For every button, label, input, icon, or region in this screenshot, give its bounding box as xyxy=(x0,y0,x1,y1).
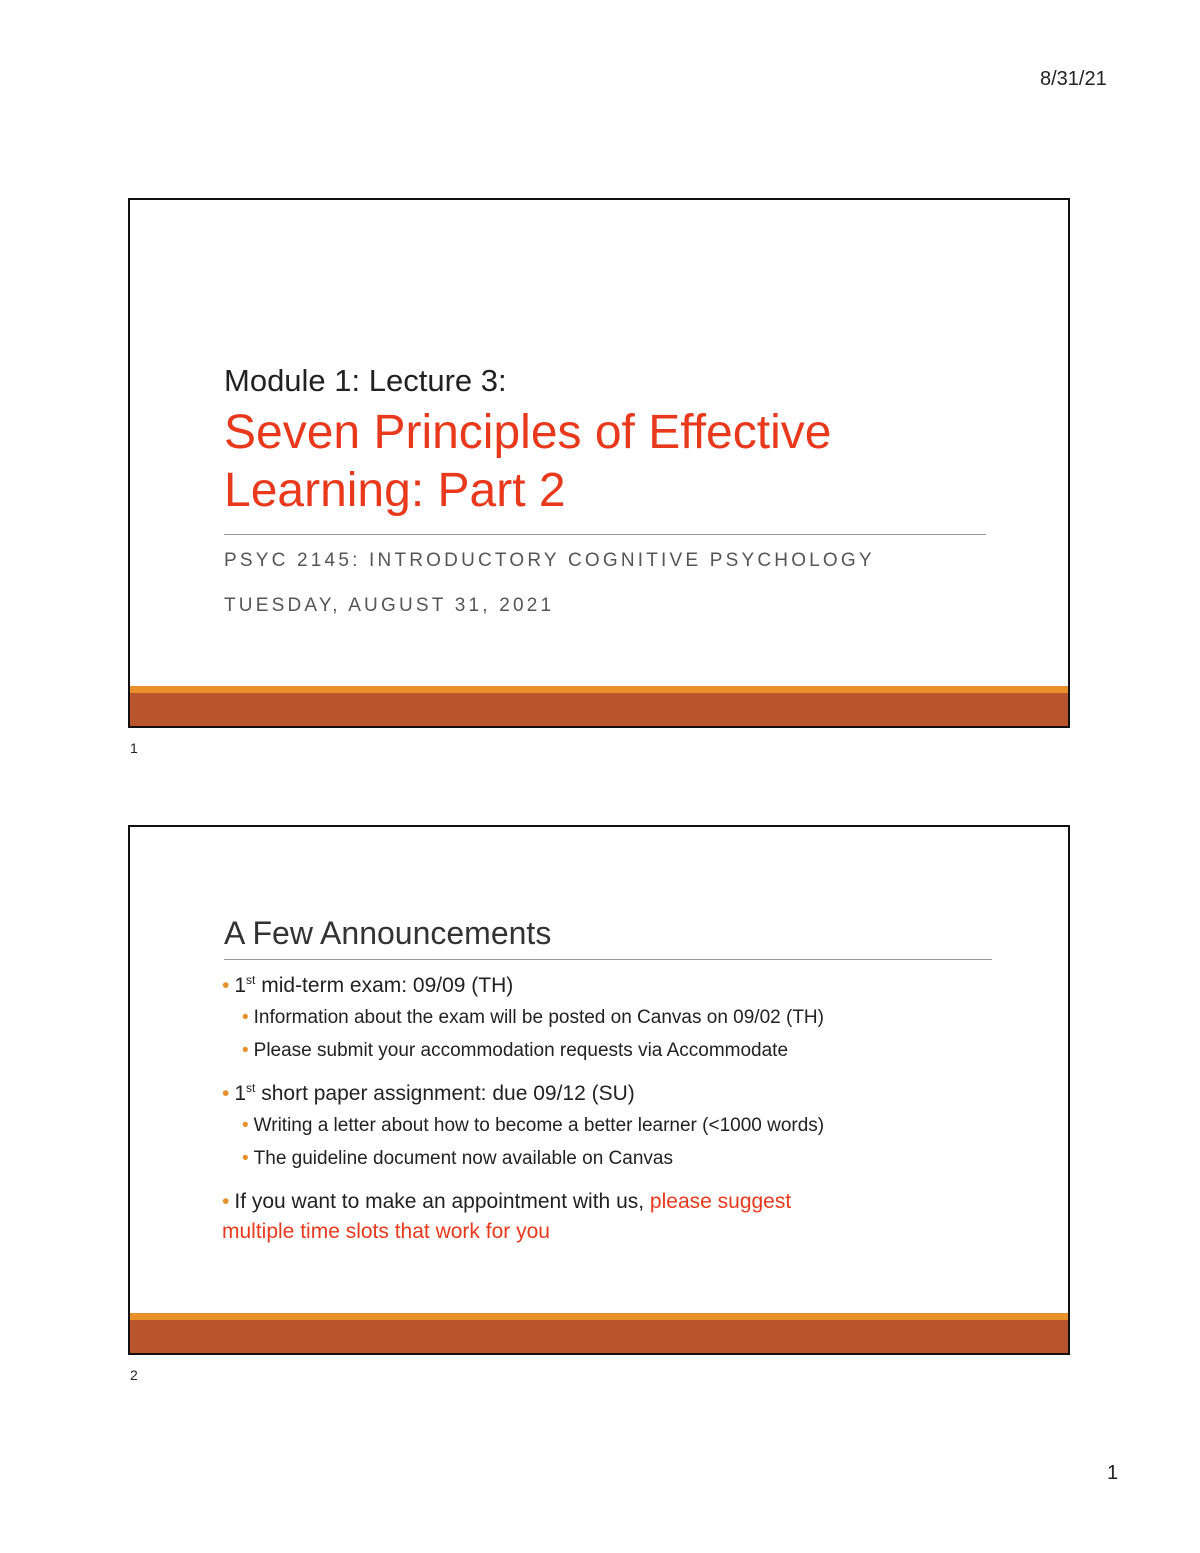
slide-footer-bar xyxy=(130,686,1068,726)
sub-bullet-item: • Writing a letter about how to become a better learner (<1000 words) xyxy=(242,1115,825,1136)
bullet-dot-icon: • xyxy=(242,1007,249,1028)
slide-1 xyxy=(128,198,1070,728)
slide-heading: A Few Announcements xyxy=(224,915,552,951)
module-line: Module 1: Lecture 3: xyxy=(224,363,507,398)
bullet-dot-icon: • xyxy=(242,1148,249,1169)
slide-number: 1 xyxy=(130,740,138,756)
sub-bullet-item: • Information about the exam will be posted on Canvas on 09/02 (TH) xyxy=(242,1007,824,1028)
bullet-item: • If you want to make an appointment with us, please suggest multiple time slots that work for you xyxy=(222,1190,792,1243)
title-divider xyxy=(224,534,986,535)
page-date: 8/31/21 xyxy=(1040,68,1107,90)
sub-bullet-item: • Please submit your accommodation requests via Accommodate xyxy=(242,1040,789,1061)
slide-footer-bar xyxy=(130,1313,1068,1353)
bullet-dot-icon: • xyxy=(222,1082,230,1105)
bullet-dot-icon: • xyxy=(242,1115,249,1136)
slide-number: 2 xyxy=(130,1367,138,1383)
page-number: 1 xyxy=(1107,1462,1119,1484)
slide-title-line-1: Seven Principles of Effective xyxy=(224,406,832,459)
bullet-item: • 1st short paper assignment: due 09/12 (SU) xyxy=(222,1081,635,1105)
course-subtitle: PSYC 2145: INTRODUCTORY COGNITIVE PSYCHOLOGY xyxy=(224,550,875,571)
footer-accent-stripe xyxy=(130,1313,1068,1320)
announcement-list xyxy=(222,971,1002,1247)
bullet-item: • 1st mid-term exam: 09/09 (TH) xyxy=(222,973,514,997)
slide-2 xyxy=(128,825,1070,1355)
slide-title xyxy=(224,404,984,520)
highlight-text: multiple time slots that work for you xyxy=(222,1220,550,1243)
bullet-dot-icon: • xyxy=(222,974,230,997)
sub-bullet-item: • The guideline document now available on Canvas xyxy=(242,1148,673,1169)
highlight-text: please suggest xyxy=(649,1190,792,1213)
bullet-dot-icon: • xyxy=(222,1190,230,1213)
bullet-dot-icon: • xyxy=(242,1040,249,1061)
footer-accent-stripe xyxy=(130,686,1068,693)
slide-title-line-2: Learning: Part 2 xyxy=(224,464,566,517)
date-subtitle: TUESDAY, AUGUST 31, 2021 xyxy=(224,595,555,616)
heading-divider xyxy=(224,959,992,960)
